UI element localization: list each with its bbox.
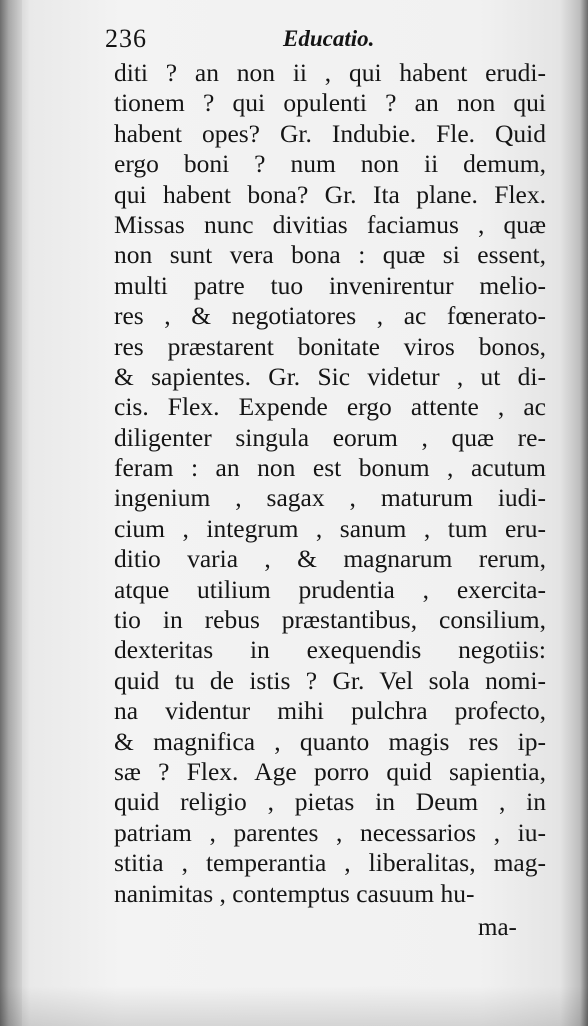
text-line-11: & sapientes. Gr. Sic videtur , ut di-	[114, 361, 546, 391]
text-line-10: res præstarent bonitate viros bonos,	[114, 331, 546, 361]
text-line-14: feram : an non est bonum , acutum	[114, 453, 546, 483]
text-line-15: ingenium , sagax , maturum iudi-	[114, 483, 546, 513]
text-line-24: sæ ? Flex. Age porro quid sapientia,	[114, 756, 546, 786]
text-line-23: & magnifica , quanto magis res ip-	[114, 726, 546, 756]
text-line-12: cis. Flex. Expende ergo attente , ac	[114, 392, 546, 422]
text-line-13: diligenter singula eorum , quæ re-	[114, 422, 546, 452]
text-line-20: dexteritas in exequendis negotiis:	[114, 635, 546, 665]
text-line-9: res , & negotiatores , ac fœnerato-	[114, 301, 546, 331]
text-line-28: nanimitas , contemptus casuum hu-	[114, 878, 475, 908]
text-line-6: Missas nunc divitias faciamus , quæ	[114, 209, 546, 239]
catchword: ma-	[478, 914, 517, 941]
running-title: Educatio.	[283, 26, 375, 51]
page-bottom-shadow	[0, 986, 588, 1026]
body-text	[114, 58, 546, 909]
text-line-25: quid religio , pietas in Deum , in	[114, 787, 546, 817]
text-line-8: multi patre tuo invenirentur melio-	[114, 270, 546, 300]
text-line-17: ditio varia , & magnarum rerum,	[114, 544, 546, 574]
text-line-16: cium , integrum , sanum , tum eru-	[114, 513, 546, 543]
text-line-19: tio in rebus præstantibus, consilium,	[114, 605, 546, 635]
page-number: 236	[105, 24, 147, 53]
text-line-5: qui habent bona? Gr. Ita plane. Flex.	[114, 179, 546, 209]
text-line-4: ergo boni ? num non ii demum,	[114, 149, 546, 179]
text-line-3: habent opes? Gr. Indubie. Fle. Quid	[114, 118, 546, 148]
text-line-22: na videntur mihi pulchra profecto,	[114, 696, 546, 726]
text-line-26: patriam , parentes , necessarios , iu-	[114, 817, 546, 847]
page-gutter-shadow	[0, 0, 22, 1026]
page-header	[105, 22, 565, 58]
text-line-21: quid tu de istis ? Gr. Vel sola nomi-	[114, 665, 546, 695]
text-line-27: stitia , temperantia , liberalitas, mag-	[114, 848, 546, 878]
text-line-1: diti ? an non ii , qui habent erudi-	[114, 58, 546, 87]
text-line-7: non sunt vera bona : quæ si essent,	[114, 240, 546, 270]
text-line-2: tionem ? qui opulenti ? an non qui	[114, 88, 546, 118]
text-line-18: atque utilium prudentia , exercita-	[114, 574, 546, 604]
